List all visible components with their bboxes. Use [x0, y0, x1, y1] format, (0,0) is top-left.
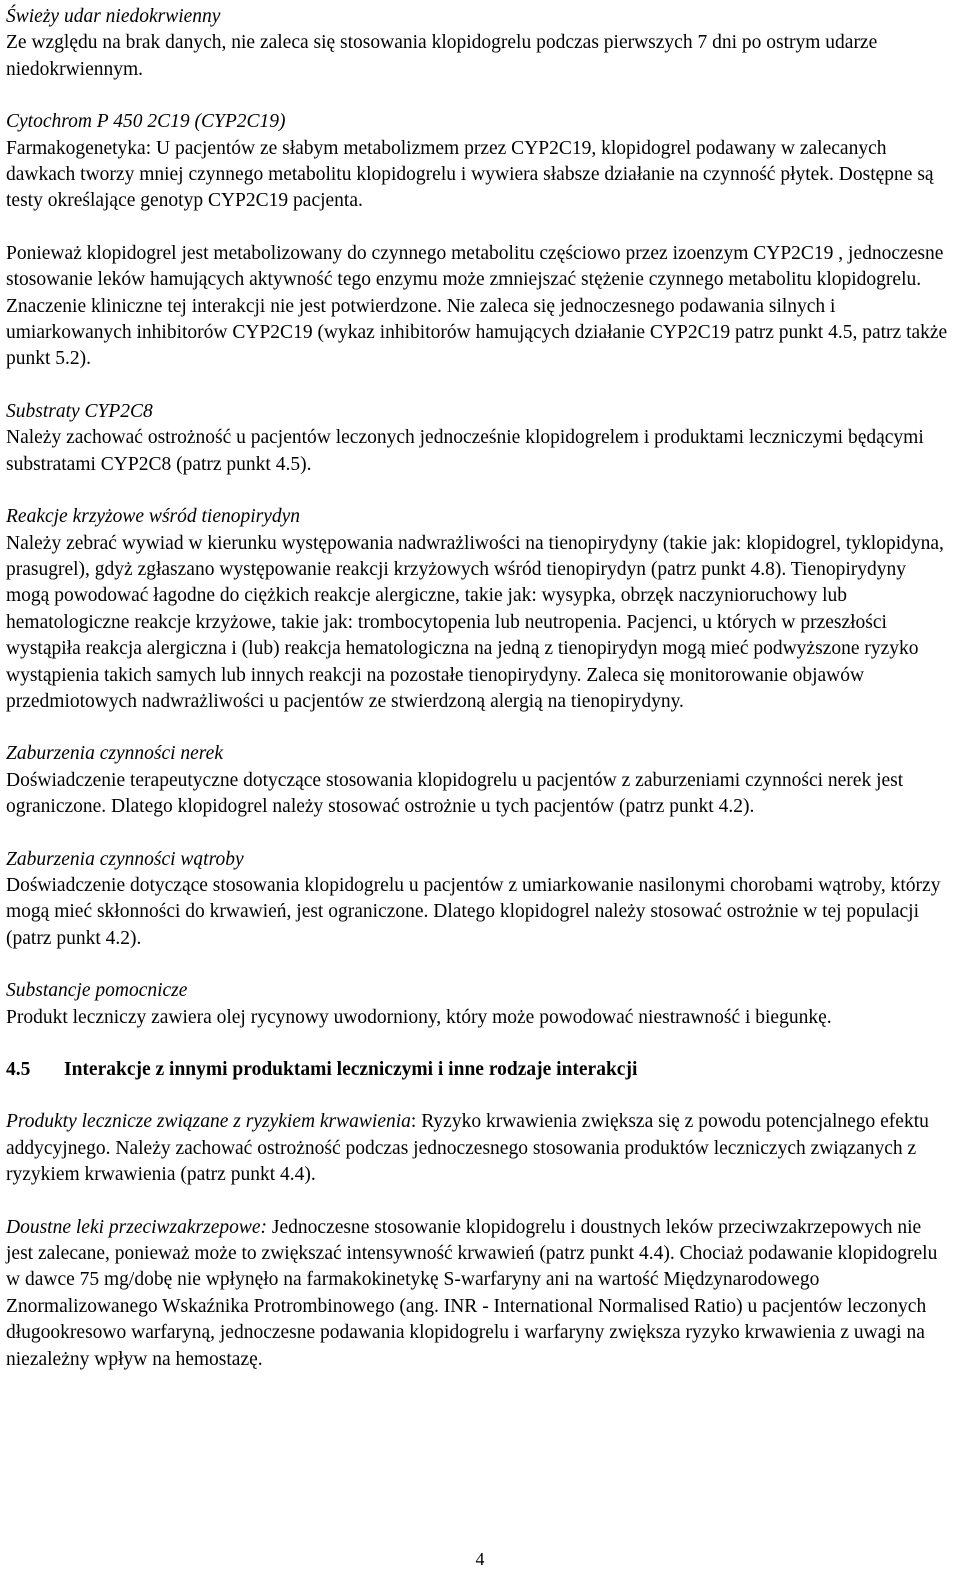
section-heading: Substancje pomocnicze — [6, 980, 188, 1002]
section-interactions — [6, 1057, 952, 1373]
section-heading: Cytochrom P 450 2C19 (CYP2C19) — [6, 111, 286, 133]
section-cyp2c8 — [6, 399, 952, 478]
section-cross-reactivity — [6, 504, 952, 715]
section-text: Farmakogenetyka: U pacjentów ze słabym metabolizmem przez CYP2C19, klopidogrel podawany w zalecanych dawkach tworzy mniej czynnego metabolitu klopidogrelu i wywiera słabsze działanie na czynność płytek. Dostępne są testy określające genotyp CYP2C19 pacjenta. — [6, 137, 934, 212]
section-cyp2c19 — [6, 109, 952, 373]
section-heading: Reakcje krzyżowe wśród tienopirydyn — [6, 506, 301, 528]
section-hepatic — [6, 847, 952, 953]
section-text: Doświadczenie terapeutyczne dotyczące stosowania klopidogrelu u pacjentów z zaburzeniami czynności nerek jest ograniczone. Dlatego klopidogrel należy stosować ostrożnie u tych pacjentów (patrz punkt 4.2). — [6, 769, 904, 818]
paragraph-label: Doustne leki przeciwzakrzepowe: — [6, 1216, 268, 1238]
section-title — [6, 1057, 952, 1083]
paragraph-text: Jednoczesne stosowanie klopidogrelu i doustnych leków przeciwzakrzepowych nie jest zalecane, ponieważ może to zwiększać intensywność krwawień (patrz punkt 4.4). Chociaż podawanie klopidogrelu w dawce 75 mg/dobę nie wpłynęło na farmakokinetykę S-warfaryny ani na wartość Międzynarodowego Znormalizowanego Wskaźnika Protrombinowego (ang. INR - International Normalised Ratio) u pacjentów leczonych długookresowo warfaryną, jednoczesne podawania klopidogrelu i warfaryny zwiększa ryzyko krwawienia z uwagi na niezależny wpływ na hemostazę. — [6, 1216, 938, 1370]
section-text: Produkt leczniczy zawiera olej rycynowy uwodorniony, który może powodować niestrawność i biegunkę. — [6, 1006, 832, 1028]
section-text: Doświadczenie dotyczące stosowania klopidogrelu u pacjentów z umiarkowanie nasilonymi chorobami wątroby, którzy mogą mieć skłonności do krwawień, jest ograniczone. Dlatego klopidogrel należy stosować ostrożnie w tej populacji (patrz punkt 4.2). — [6, 874, 941, 949]
section-ischemic-stroke — [6, 4, 952, 83]
section-text: Ze względu na brak danych, nie zaleca się stosowania klopidogrelu podczas pierwszych 7 dni po ostrym udarze niedokrwiennym. — [6, 32, 878, 80]
section-text: Ponieważ klopidogrel jest metabolizowany do czynnego metabolitu częściowo przez izoenzym CYP2C19 , jednoczesne stosowanie leków hamujących aktywność tego enzymu może zmniejszać stężenie czynnego metabolitu klopidogrelu. Znaczenie kliniczne tej interakcji nie jest potwierdzone. Nie zaleca się jednoczesnego podawania silnych i umiarkowanych inhibitorów CYP2C19 (wykaz inhibitorów hamujących działanie CYP2C19 patrz punkt 4.5, patrz także punkt 5.2). — [6, 242, 948, 370]
paragraph-text: : Ryzyko krwawienia zwiększa się z powodu potencjalnego efektu addycyjnego. Należy zachować ostrożność podczas jednoczesnego stosowania produktów leczniczych związanych z ryzykiem krwawienia (patrz punkt 4.4). — [6, 1111, 929, 1186]
section-heading: Świeży udar niedokrwienny — [6, 6, 221, 27]
section-text: Należy zachować ostrożność u pacjentów leczonych jednocześnie klopidogrelem i produktami leczniczymi będącymi substratami CYP2C8 (patrz punkt 4.5). — [6, 427, 924, 475]
page-number: 4 — [475, 1549, 485, 1569]
document-page — [6, 4, 952, 1373]
section-title-text: Interakcje z innymi produktami leczniczymi i inne rodzaje interakcji — [64, 1059, 638, 1080]
section-heading: Zaburzenia czynności wątroby — [6, 848, 244, 870]
paragraph-anticoagulants — [6, 1215, 952, 1373]
section-renal — [6, 741, 952, 820]
section-excipients — [6, 978, 952, 1031]
section-heading: Zaburzenia czynności nerek — [6, 743, 223, 765]
section-heading: Substraty CYP2C8 — [6, 400, 153, 422]
paragraph-label: Produkty lecznicze związane z ryzykiem krwawienia — [6, 1111, 411, 1133]
paragraph-bleeding-risk — [6, 1109, 952, 1188]
section-number: 4.5 — [6, 1059, 31, 1080]
section-text: Należy zebrać wywiad w kierunku występowania nadwrażliwości na tienopirydyny (takie jak: klopidogrel, tyklopidyna, prasugrel), gdyż zgłaszano występowanie reakcji krzyżowych wśród tienopirydyn (patrz punkt 4.8). Tienopirydyny mogą powodować łagodne do ciężkich reakcje alergiczne, takie jak: wysypka, obrzęk naczynioruchowy lub hematologiczne reakcje krzyżowe, takie jak: trombocytopenia lub neutropenia. Pacjenci, u których w przeszłości wystąpiła reakcja alergiczna i (lub) reakcja hematologiczna na jedną z tienopirydyn mogą mieć podwyższone ryzyko wystąpienia takich samych lub innych reakcji na pozostałe tienopirydyny. Zaleca się monitorowanie objawów przedmiotowych nadwrażliwości u pacjentów ze stwierdzoną alergią na tienopirydyny. — [6, 532, 944, 712]
